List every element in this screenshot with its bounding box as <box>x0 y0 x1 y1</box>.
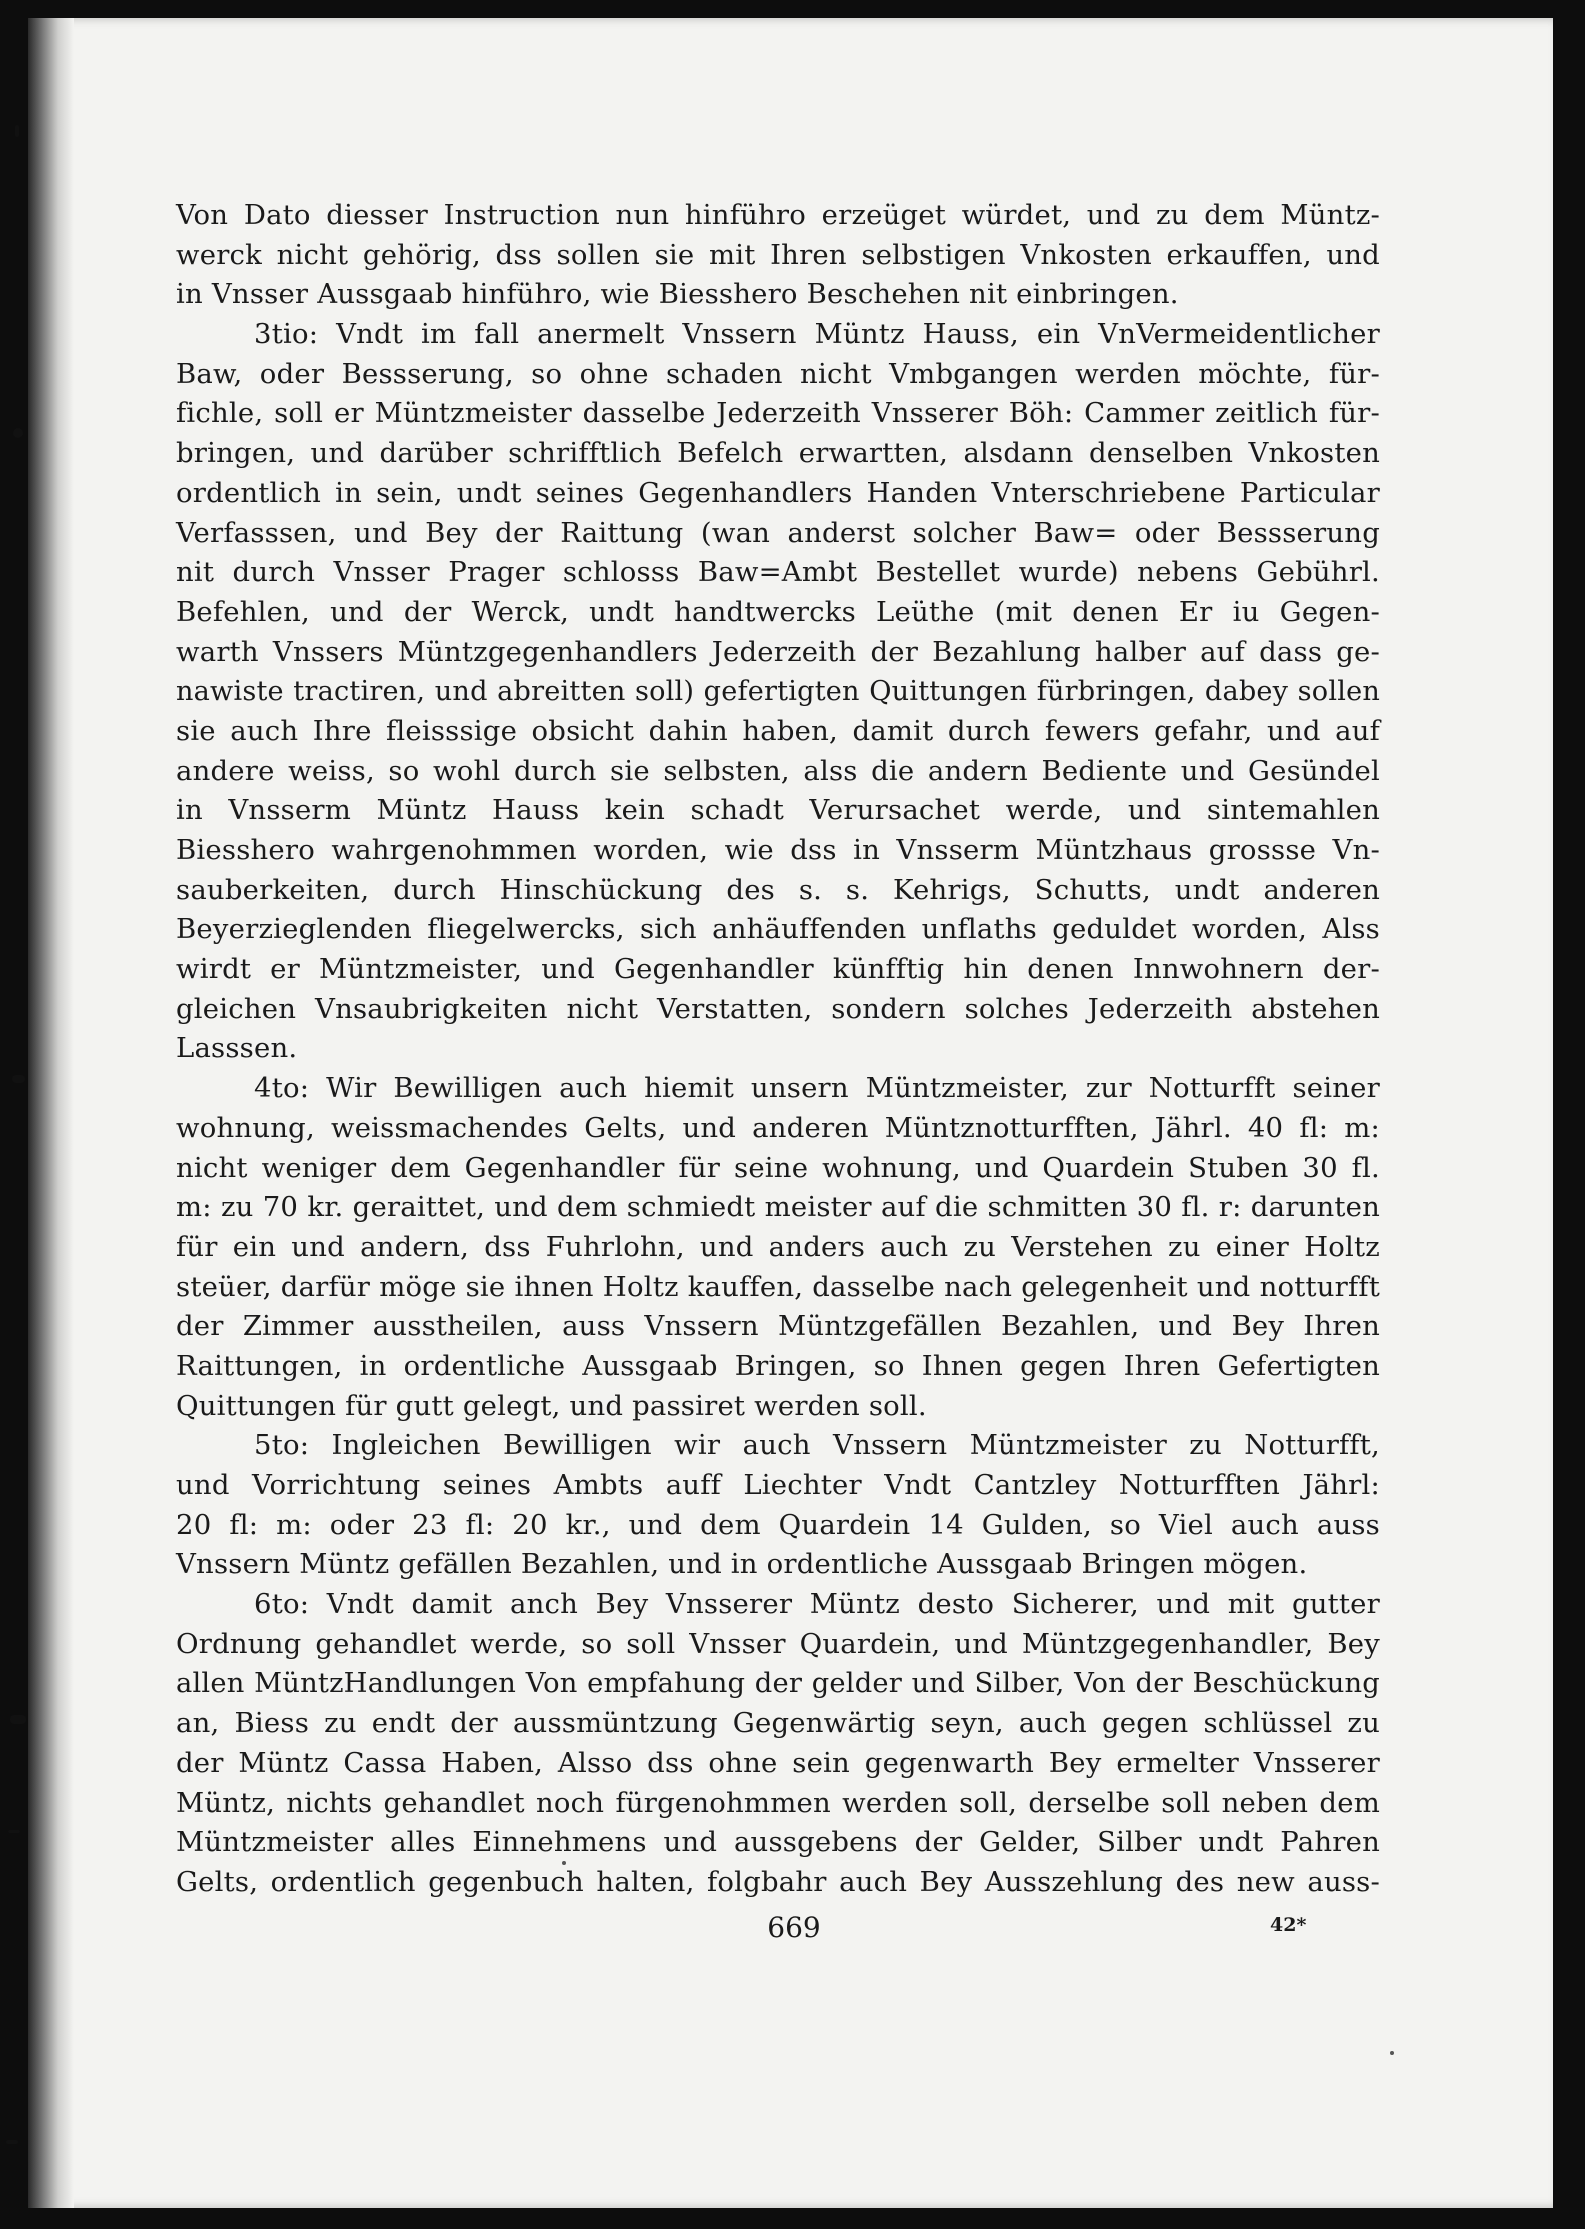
text-line: Vnssern Müntz gefällen Bezahlen, und in ordentliche Aussgaab Bringen mögen. <box>176 1548 1308 1581</box>
text-line: in Vnsserm Müntz Hauss kein schadt Verursachet werde, und sintemahlen <box>176 794 1380 827</box>
margin-mark <box>8 1830 20 1833</box>
text-line: nicht weniger dem Gegenhandler für seine wohnung, und Quardein Stuben 30 fl. <box>176 1151 1380 1184</box>
text-line: 20 fl: m: oder 23 fl: 20 kr., und dem Quardein 14 Gulden, so Viel auch auss <box>176 1508 1380 1541</box>
text-line: fichle, soll er Müntzmeister dasselbe Jederzeith Vnsserer Böh: Cammer zeitlich für- <box>176 397 1380 430</box>
text-line: sie auch Ihre fleisssige obsicht dahin haben, damit durch fewers gefahr, und auf <box>176 714 1380 747</box>
document-body <box>176 196 1380 1903</box>
text-line: gleichen Vnsaubrigkeiten nicht Verstatten, sondern solches Jederzeith abstehen <box>176 992 1380 1025</box>
speck <box>1390 2051 1394 2055</box>
text-line: nawiste tractiren, und abreitten soll) gefertigten Quittungen fürbringen, dabey sollen <box>176 676 1380 708</box>
text-line: werck nicht gehörig, dss sollen sie mit Ihren selbstigen Vnkosten erkauffen, und <box>176 238 1380 271</box>
margin-mark <box>13 428 23 438</box>
text-line: Befehlen, und der Werck, undt handtwercks Leüthe (mit denen Er iu Gegen- <box>176 595 1380 628</box>
text-line: Von Dato diesser Instruction nun hinführo erzeüget würdet, und zu dem Müntz- <box>176 199 1380 231</box>
text-line: bringen, und darüber schrifftlich Befelch erwartten, alsdann denselben Vnkosten <box>176 437 1380 470</box>
text-line: der Müntz Cassa Haben, Alsso dss ohne sein gegenwarth Bey ermelter Vnsserer <box>176 1746 1380 1779</box>
text-line: m: zu 70 kr. geraittet, und dem schmiedt meister auf die schmitten 30 fl. r: darunten <box>176 1191 1380 1224</box>
text-line: Raittungen, in ordentliche Aussgaab Bringen, so Ihnen gegen Ihren Gefertigten <box>176 1349 1380 1382</box>
margin-mark <box>6 2140 18 2144</box>
text-line: Ordnung gehandlet werde, so soll Vnsser Quardein, und Müntzgegenhandler, Bey <box>176 1627 1380 1660</box>
text-line: Baw, oder Bessserung, so ohne schaden nicht Vmbgangen werden möchte, für- <box>176 357 1380 390</box>
margin-mark <box>12 1075 25 1083</box>
paragraph-6-start: 6to: Vndt damit anch Bey Vnsserer Müntz desto Sicherer, und mit gutter <box>254 1588 1380 1621</box>
text-line: andere weiss, so wohl durch sie selbsten, alss die andern Bediente und Gesündel <box>176 754 1380 787</box>
text-line: Verfasssen, und Bey der Raittung (wan anderst solcher Baw= oder Bessserung <box>176 516 1380 549</box>
book-spine-shadow <box>28 18 74 2208</box>
margin-mark <box>10 1715 26 1724</box>
page-number: 669 <box>767 1911 821 1944</box>
paragraph-3-start: 3tio: Vndt im fall anermelt Vnssern Müntz Hauss, ein VnVermeidentlicher <box>254 318 1380 351</box>
text-line: und Vorrichtung seines Ambts auff Liechter Vndt Cantzley Notturfften Jährl: <box>176 1469 1380 1501</box>
text-line: in Vnsser Aussgaab hinführo, wie Biesshero Beschehen nit einbringen. <box>176 278 1179 311</box>
text-line: für ein und andern, dss Fuhrlohn, und anders auch zu Verstehen zu einer Holtz <box>176 1230 1380 1263</box>
text-line: Gelts, ordentlich gegenbuch halten, folgbahr auch Bey Ausszehlung des new auss- <box>176 1865 1380 1898</box>
text-line: Lasssen. <box>176 1032 298 1065</box>
text-line: Müntzmeister alles Einnehmens und aussgebens der Gelder, Silber undt Pahren <box>176 1826 1380 1859</box>
text-line: sauberkeiten, durch Hinschückung des s. s. Kehrigs, Schutts, undt anderen <box>176 873 1380 906</box>
text-line: Beyerzieglenden fliegelwercks, sich anhäuffenden unflaths geduldet worden, Alss <box>176 913 1380 946</box>
text-line: an, Biess zu endt der aussmüntzung Gegenwärtig seyn, auch gegen schlüssel zu <box>176 1707 1380 1740</box>
text-line: nit durch Vnsser Prager schlosss Baw=Ambt Bestellet wurde) nebens Gebührl. <box>176 556 1380 589</box>
paragraph-4-start: 4to: Wir Bewilligen auch hiemit unsern Müntzmeister, zur Notturfft seiner <box>254 1072 1380 1105</box>
speck <box>562 1861 566 1865</box>
signature-mark: 42* <box>1270 1914 1307 1936</box>
text-line: ordentlich in sein, undt seines Gegenhandlers Handen Vnterschriebene Particular <box>176 476 1380 509</box>
text-line: Müntz, nichts gehandlet noch fürgenohmmen werden soll, derselbe soll neben dem <box>176 1786 1380 1819</box>
text-line: warth Vnssers Müntzgegenhandlers Jederzeith der Bezahlung halber auf dass ge- <box>176 635 1380 668</box>
margin-mark <box>15 125 19 137</box>
text-line: wohnung, weissmachendes Gelts, und anderen Müntznotturfften, Jährl. 40 fl: m: <box>176 1111 1380 1144</box>
text-line: allen MüntzHandlungen Von empfahung der gelder und Silber, Von der Beschückung <box>176 1668 1380 1700</box>
text-line: steüer, darfür möge sie ihnen Holtz kauffen, dasselbe nach gelegenheit und notturfft <box>176 1270 1380 1303</box>
scanned-page <box>28 18 1553 2208</box>
text-line: Quittungen für gutt gelegt, und passiret werden soll. <box>176 1389 927 1422</box>
text-line: der Zimmer ausstheilen, auss Vnssern Müntzgefällen Bezahlen, und Bey Ihren <box>176 1310 1380 1343</box>
text-line: Biesshero wahrgenohmmen worden, wie dss in Vnsserm Müntzhaus grossse Vn- <box>176 834 1380 866</box>
text-line: wirdt er Müntzmeister, und Gegenhandler künfftig hin denen Innwohnern der- <box>176 953 1380 986</box>
paragraph-5-start: 5to: Ingleichen Bewilligen wir auch Vnssern Müntzmeister zu Notturfft, <box>254 1429 1380 1462</box>
